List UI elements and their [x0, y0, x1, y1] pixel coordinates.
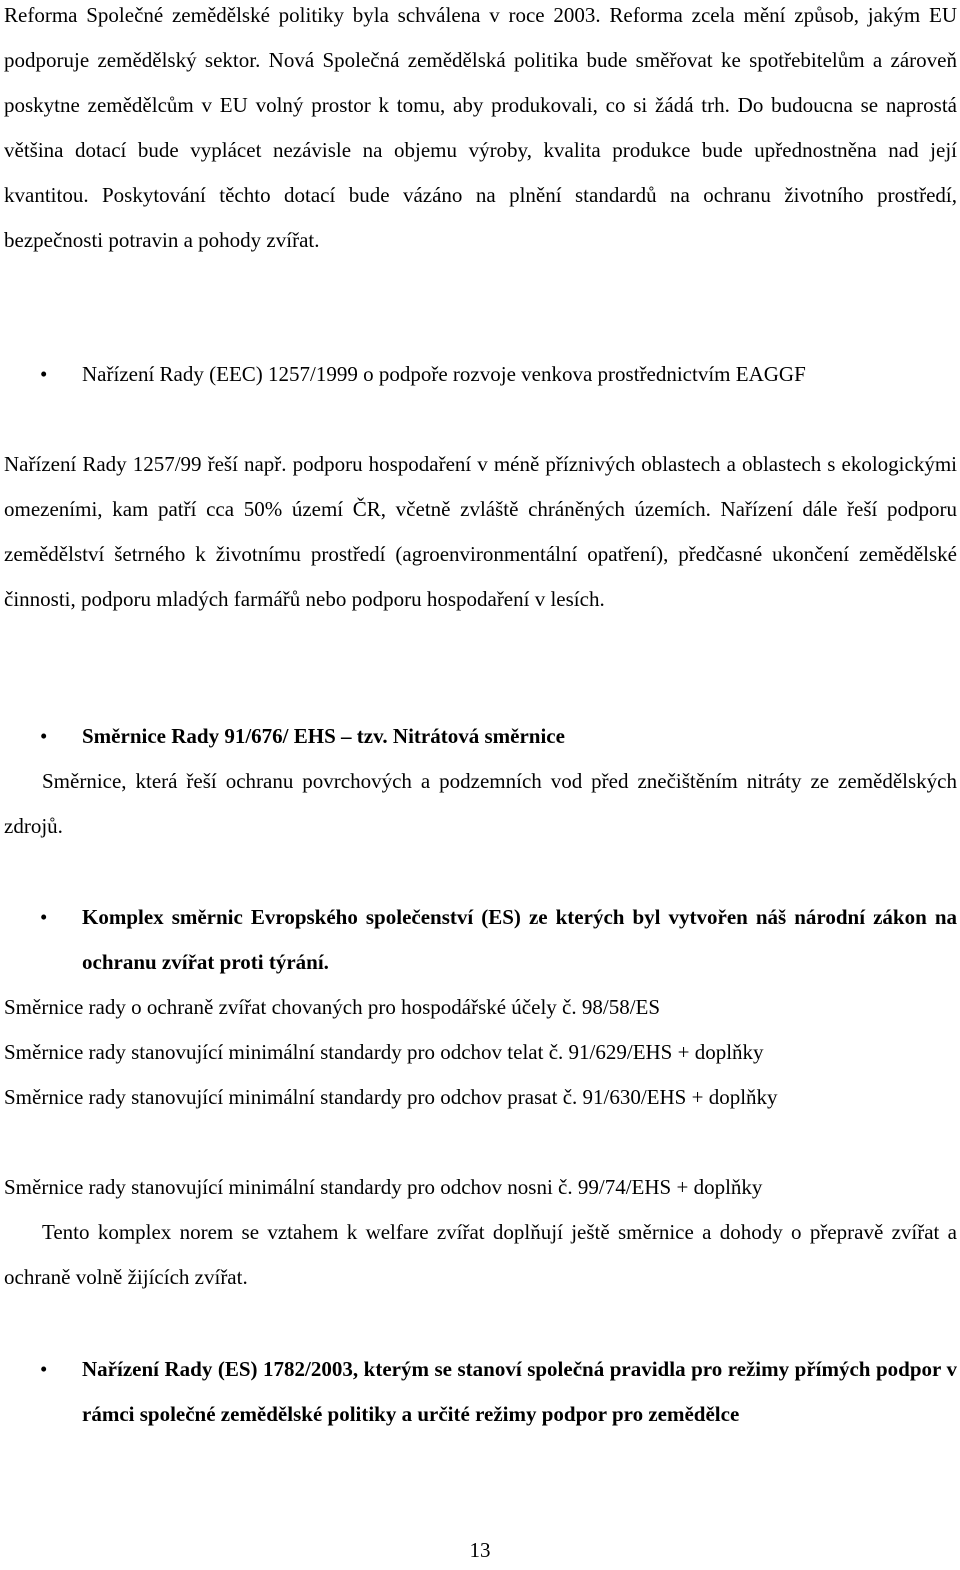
section-3-closing: Tento komplex norem se vztahem k welfare zvířat doplňují ještě směrnice a dohody o přepravě zvířat a ochraně volně žijících zvířat. — [4, 1220, 957, 1289]
section-2-body: Směrnice, která řeší ochranu povrchových a podzemních vod před znečištěním nitráty ze zemědělských zdrojů. — [4, 769, 957, 838]
section-4-heading: Nařízení Rady (ES) 1782/2003, kterým se stanoví společná pravidla pro režimy přímých podpor v rámci společné zemědělské politiky a určité režimy podpor pro zemědělce — [82, 1357, 957, 1426]
section-2-heading: Směrnice Rady 91/676/ EHS – tzv. Nitrátová směrnice — [82, 724, 565, 748]
bullet-icon: • — [40, 362, 48, 386]
section-1-heading: Nařízení Rady (EEC) 1257/1999 o podpoře rozvoje venkova prostřednictvím EAGGF — [82, 362, 806, 386]
page-number: 13 — [469, 1538, 491, 1562]
section-2-item — [4, 714, 957, 759]
directive-line: Směrnice rady stanovující minimální standardy pro odchov nosni č. 99/74/EHS + doplňky — [4, 1175, 763, 1199]
section-3-heading: Komplex směrnic Evropského společenství (ES) ze kterých byl vytvořen náš národní zákon na ochranu zvířat proti týrání. — [82, 905, 957, 974]
bullet-icon: • — [40, 724, 48, 748]
directive-line: Směrnice rady o ochraně zvířat chovaných pro hospodářské účely č. 98/58/ES — [4, 995, 661, 1019]
directive-line: Směrnice rady stanovující minimální standardy pro odchov telat č. 91/629/EHS + doplňky — [4, 1040, 764, 1064]
bullet-icon: • — [40, 1357, 48, 1381]
section-4-item — [4, 1347, 957, 1437]
section-3-item — [4, 895, 957, 985]
section-1-item — [4, 352, 957, 397]
section-1-body: Nařízení Rady 1257/99 řeší např. podporu hospodaření v méně příznivých oblastech a oblastech s ekologickými omezeními, kam patří cca 50% území ČR, včetně zvláště chráněných územích. Nařízení dále řeší podporu zemědělství šetrného k životnímu prostředí (agroenvironmentální opatření), předčasné ukončení zemědělské činnosti, podporu mladých farmářů nebo podporu hospodaření v lesích. — [4, 452, 957, 611]
bullet-icon: • — [40, 905, 48, 929]
intro-paragraph: Reforma Společné zemědělské politiky byla schválena v roce 2003. Reforma zcela mění způsob, jakým EU podporuje zemědělský sektor. Nová Společná zemědělská politika bude směřovat ke spotřebitelům a zároveň poskytne zemědělcům v EU volný prostor k tomu, aby produkovali, co si žádá trh. Do budoucna se naprostá většina dotací bude vyplácet nezávisle na objemu výroby, kvalita produkce bude upřednostněna nad její kvantitou. Poskytování těchto dotací bude vázáno na plnění standardů na ochranu životního prostředí, bezpečnosti potravin a pohody zvířat. — [4, 3, 957, 252]
directive-line: Směrnice rady stanovující minimální standardy pro odchov prasat č. 91/630/EHS + doplňky — [4, 1085, 778, 1109]
